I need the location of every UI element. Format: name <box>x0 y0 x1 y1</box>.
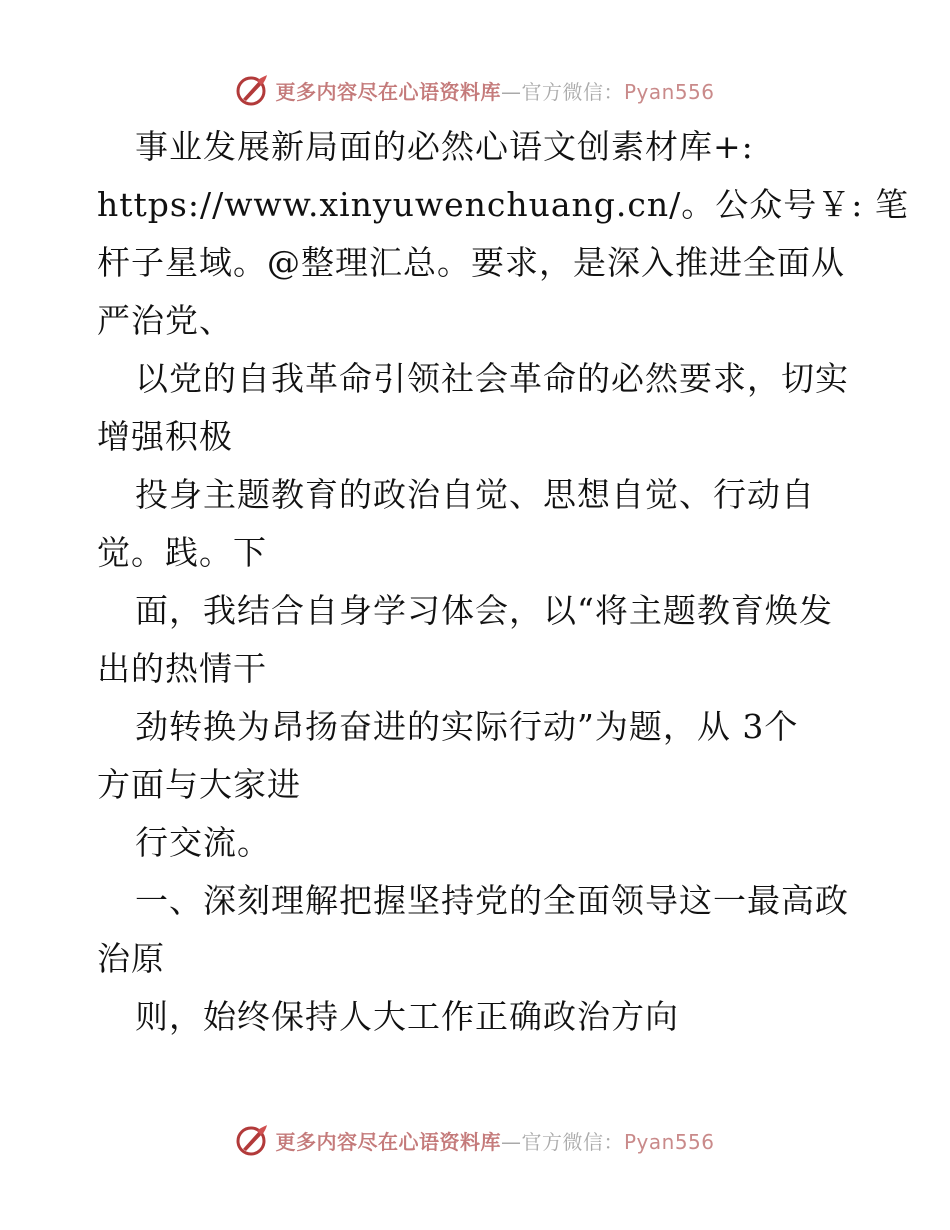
body-text-line: 治原 <box>97 939 165 978</box>
body-text-line: 则，始终保持人大工作正确政治方向 <box>135 997 679 1036</box>
header-watermark <box>0 70 950 110</box>
body-text-line: 出的热情干 <box>97 649 267 688</box>
body-text-line: 严治党、 <box>97 301 233 340</box>
body-text-line: 一、深刻理解把握坚持党的全面领导这一最高政 <box>135 881 849 920</box>
body-text-line: 面，我结合自身学习体会，以“将主题教育焕发 <box>135 591 833 630</box>
watermark-contact-id: Pyan556 <box>623 79 715 104</box>
body-text-line: 以党的自我革命引领社会革命的必然要求，切实 <box>135 359 849 398</box>
body-text-line: 增强积极 <box>97 417 233 456</box>
watermark-contact-label: 官方微信： <box>521 1129 624 1154</box>
watermark-separator: — <box>500 1129 522 1154</box>
body-text-line: https://www.xinyuwenchuang.cn/。公众号￥: 笔 <box>97 185 909 224</box>
body-text-line: 事业发展新局面的必然心语文创素材库+: <box>135 127 754 166</box>
body-text-line: 投身主题教育的政治自觉、思想自觉、行动自 <box>135 475 815 514</box>
watermark-text <box>275 76 714 105</box>
watermark-text <box>275 1126 714 1155</box>
document-body <box>97 118 909 1046</box>
watermark-separator: — <box>500 79 522 104</box>
body-text-line: 觉。践。下 <box>97 533 267 572</box>
body-text-line: 方面与大家进 <box>97 765 301 804</box>
body-text-line: 行交流。 <box>135 823 271 862</box>
quill-logo-icon <box>235 73 269 107</box>
body-text-line: 杆子星域。@整理汇总。要求，是深入推进全面从 <box>97 243 845 282</box>
quill-logo-icon <box>235 1123 269 1157</box>
watermark-brand: 更多内容尽在心语资料库 <box>275 1129 501 1154</box>
watermark-contact-label: 官方微信： <box>521 79 624 104</box>
watermark-brand: 更多内容尽在心语资料库 <box>275 79 501 104</box>
body-text-line: 劲转换为昂扬奋进的实际行动”为题，从 3个 <box>135 707 799 746</box>
footer-watermark <box>0 1120 950 1160</box>
watermark-contact-id: Pyan556 <box>623 1129 715 1154</box>
